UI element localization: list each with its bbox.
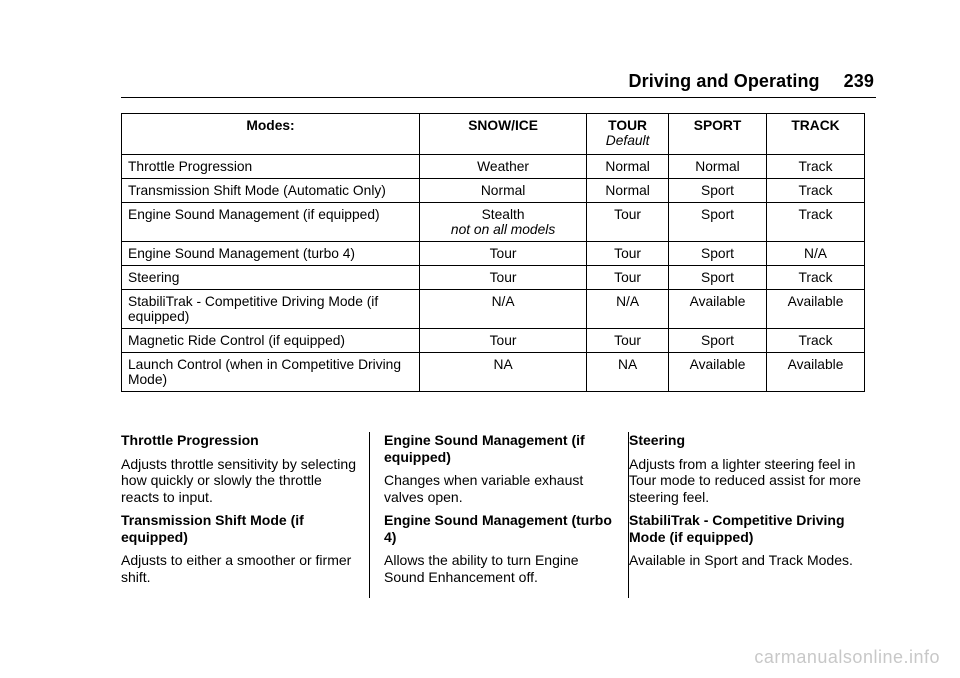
mode-value-cell — [767, 179, 865, 203]
mode-value-cell — [587, 179, 669, 203]
mode-value-cell — [669, 179, 767, 203]
mode-value: Tour — [614, 333, 642, 348]
table-row — [122, 329, 865, 353]
table-row — [122, 266, 865, 290]
page-header — [629, 71, 874, 92]
mode-value: Weather — [477, 159, 530, 174]
column-divider — [369, 432, 370, 598]
section-body: Allows the ability to turn Engine Sound Enhancement off. — [384, 552, 579, 585]
mode-value-cell — [767, 329, 865, 353]
driving-modes-table — [121, 113, 865, 392]
column-2 — [384, 432, 619, 592]
mode-value-cell — [587, 242, 669, 266]
mode-value-cell — [587, 290, 669, 329]
mode-value-cell — [587, 353, 669, 392]
mode-value-cell — [420, 329, 587, 353]
section-heading: Engine Sound Management (turbo 4) — [384, 512, 612, 545]
mode-value: Available — [787, 294, 844, 309]
section-body: Adjusts throttle sensitivity by selecting how quickly or slowly the throttle reacts to input. — [121, 455, 356, 505]
feature-cell: Engine Sound Management (if equipped) — [122, 203, 420, 242]
mode-value-cell — [420, 155, 587, 179]
mode-value-cell — [669, 353, 767, 392]
mode-value: Track — [798, 159, 833, 174]
mode-value: Normal — [480, 183, 526, 198]
feature-cell: StabiliTrak - Competitive Driving Mode (if equipped) — [122, 290, 420, 329]
section-heading: Engine Sound Management (if equipped) — [384, 432, 585, 465]
mode-value-cell — [767, 290, 865, 329]
mode-value-cell — [767, 266, 865, 290]
mode-value: Sport — [701, 246, 735, 261]
header-cell-track: TRACK — [767, 114, 865, 155]
mode-value: N/A — [804, 246, 827, 261]
mode-value-cell — [420, 203, 587, 242]
mode-value-cell — [420, 290, 587, 329]
mode-value: Normal — [605, 183, 650, 198]
mode-value-cell — [669, 290, 767, 329]
mode-value: NA — [493, 357, 513, 372]
mode-value: Sport — [701, 183, 735, 198]
feature-cell: Launch Control (when in Competitive Driving Mode) — [122, 353, 420, 392]
table-row — [122, 203, 865, 242]
mode-value: Tour — [489, 333, 517, 348]
section-body: Changes when variable exhaust valves open. — [384, 472, 584, 505]
mode-value-cell — [420, 179, 587, 203]
mode-value-cell — [767, 155, 865, 179]
mode-value: Tour — [489, 270, 517, 285]
header-cell-modes: Modes: — [122, 114, 420, 155]
mode-value: Normal — [605, 159, 650, 174]
mode-value-cell — [587, 329, 669, 353]
mode-value-cell — [767, 353, 865, 392]
header-cell-sport: SPORT — [669, 114, 767, 155]
mode-value-cell — [587, 203, 669, 242]
section-heading: Steering — [629, 432, 686, 448]
mode-value: Sport — [701, 333, 735, 348]
section-body: Adjusts to either a smoother or firmer shift. — [121, 552, 352, 585]
mode-value: Track — [798, 333, 833, 348]
table-header-row — [122, 114, 865, 155]
mode-value: Available — [787, 357, 844, 372]
table-row — [122, 353, 865, 392]
mode-value: Normal — [695, 159, 740, 174]
mode-value-cell — [669, 242, 767, 266]
mode-value-cell — [669, 203, 767, 242]
mode-value-note: not on all models — [450, 222, 556, 237]
mode-value: Tour — [489, 246, 517, 261]
mode-value-cell — [767, 242, 865, 266]
feature-cell: Throttle Progression — [122, 155, 420, 179]
mode-value: N/A — [491, 294, 515, 309]
mode-value: Tour — [614, 207, 642, 222]
description-columns — [121, 432, 881, 600]
feature-cell: Steering — [122, 266, 420, 290]
mode-value-cell — [669, 266, 767, 290]
section-heading: Throttle Progression — [121, 432, 259, 448]
section-heading: StabiliTrak - Competitive Driving Mode (if equipped) — [629, 512, 845, 545]
mode-value: N/A — [616, 294, 640, 309]
mode-value-cell — [420, 266, 587, 290]
mode-value: Tour — [614, 246, 642, 261]
table-row — [122, 242, 865, 266]
mode-value: Stealth — [481, 207, 525, 222]
section-body: Available in Sport and Track Modes. — [629, 552, 853, 568]
mode-value-cell — [420, 353, 587, 392]
mode-value: Track — [798, 270, 833, 285]
header-cell-tour: TOUR Default — [587, 114, 669, 155]
mode-value-cell — [767, 203, 865, 242]
table-row — [122, 155, 865, 179]
column-1 — [121, 432, 356, 592]
mode-value: Tour — [614, 270, 642, 285]
page-number: 239 — [843, 71, 874, 91]
mode-value: NA — [618, 357, 638, 372]
mode-value-cell — [587, 266, 669, 290]
mode-value: Available — [689, 294, 746, 309]
table-row — [122, 179, 865, 203]
feature-cell: Magnetic Ride Control (if equipped) — [122, 329, 420, 353]
header-cell-snow-ice: SNOW/ICE — [420, 114, 587, 155]
mode-value-cell — [669, 155, 767, 179]
table-body — [122, 155, 865, 392]
feature-cell: Transmission Shift Mode (Automatic Only) — [122, 179, 420, 203]
feature-cell: Engine Sound Management (turbo 4) — [122, 242, 420, 266]
mode-value-cell — [420, 242, 587, 266]
mode-value: Sport — [701, 207, 735, 222]
section-heading: Transmission Shift Mode (if equipped) — [121, 512, 304, 545]
mode-value: Available — [689, 357, 746, 372]
header-rule — [121, 97, 876, 98]
mode-value-cell — [669, 329, 767, 353]
mode-value-cell — [587, 155, 669, 179]
watermark: carmanualsonline.info — [754, 647, 940, 667]
section-title: Driving and Operating — [628, 71, 820, 91]
mode-value: Sport — [701, 270, 735, 285]
mode-value: Track — [798, 183, 833, 198]
mode-value: Track — [798, 207, 833, 222]
table-row — [122, 290, 865, 329]
column-3 — [629, 432, 864, 576]
section-body: Adjusts from a lighter steering feel in Tour mode to reduced assist for more steering feel. — [629, 455, 861, 505]
